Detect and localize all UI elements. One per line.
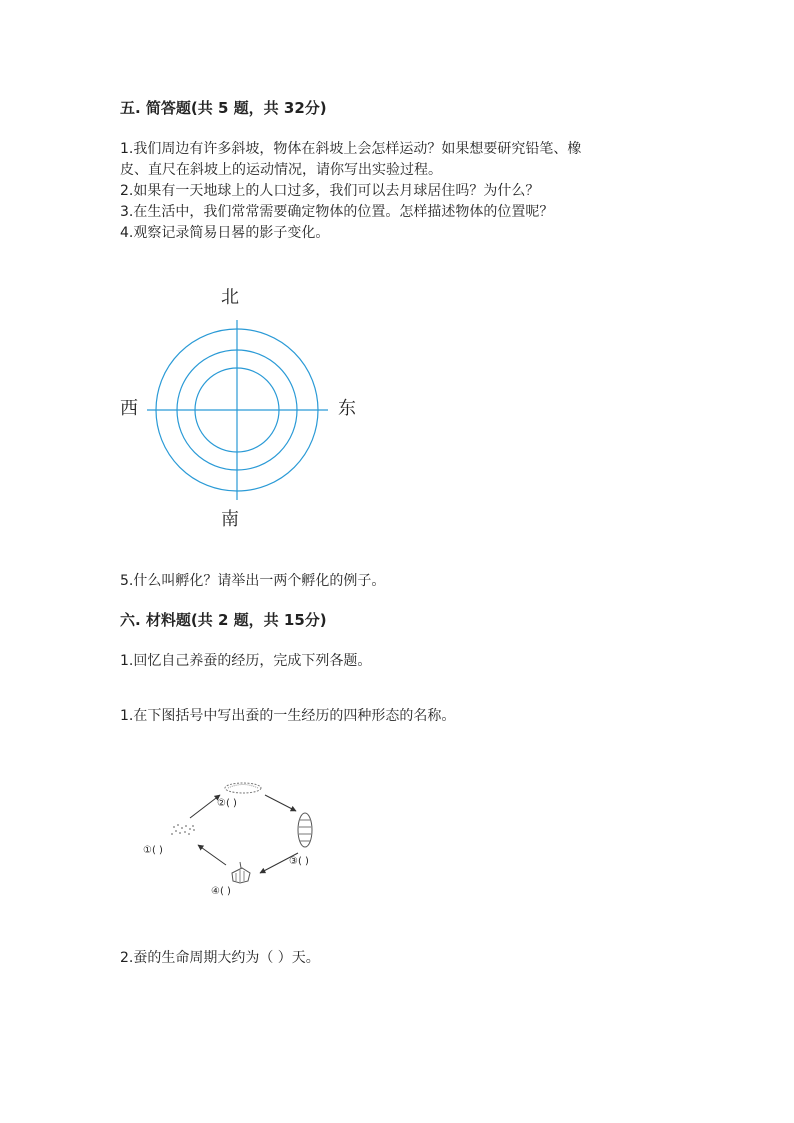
question-2: 2.如果有一天地球上的人口过多，我们可以去月球居住吗？为什么？	[120, 183, 540, 199]
stage1-label: ①( )	[143, 845, 163, 856]
question-4: 4.观察记录简易日晷的影子变化。	[120, 225, 330, 241]
arrow-larva-to-pupa	[265, 795, 296, 811]
compass-east-label: 东	[338, 398, 356, 419]
sub-question-1: 1.在下图括号中写出蚕的一生经历的四种形态的名称。	[120, 708, 456, 724]
compass-north-label: 北	[221, 287, 239, 308]
compass-west-label: 西	[120, 398, 138, 419]
stage2-label: ②( )	[217, 798, 237, 809]
arrow-moth-to-egg	[198, 845, 226, 865]
sub-question-2: 2.蚕的生命周期大约为（ ）天。	[120, 950, 320, 966]
sundial-diagram	[140, 310, 340, 510]
arrow-egg-to-larva	[190, 795, 220, 818]
question-3: 3.在生活中，我们常常需要确定物体的位置。怎样描述物体的位置呢？	[120, 204, 554, 220]
silkworm-life-cycle	[160, 775, 360, 910]
question-1-line1: 1.我们周边有许多斜坡，物体在斜坡上会怎样运动？如果想要研究铅笔、橡	[120, 141, 582, 157]
material-intro: 1.回忆自己养蚕的经历，完成下列各题。	[120, 653, 372, 669]
larva-image	[225, 783, 261, 793]
section5-title: 五. 简答题(共 5 题，共 32分)	[120, 99, 327, 117]
question-1-line2: 皮、直尺在斜坡上的运动情况，请你写出实验过程。	[120, 162, 442, 178]
eggs-image	[171, 824, 195, 835]
section6-title: 六. 材料题(共 2 题，共 15分)	[120, 611, 327, 629]
stage4-label: ④( )	[211, 886, 231, 897]
cocoon-image	[298, 813, 312, 847]
stage3-label: ③( )	[289, 856, 309, 867]
moth-image	[232, 862, 250, 883]
compass-south-label: 南	[221, 509, 239, 530]
question-5: 5.什么叫孵化？请举出一两个孵化的例子。	[120, 573, 386, 589]
